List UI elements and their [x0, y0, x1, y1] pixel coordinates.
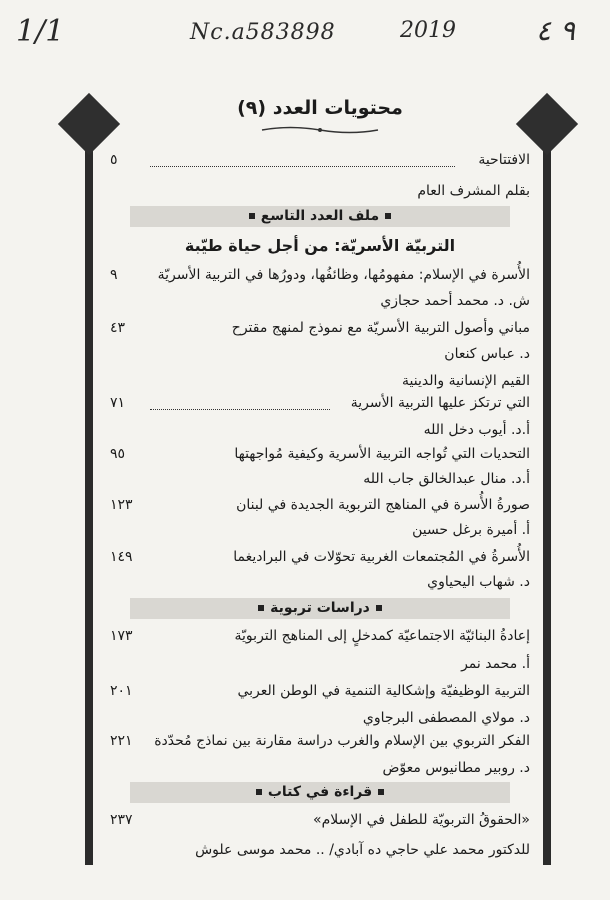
toc-entry-page: ٩٥ — [110, 446, 126, 462]
toc-entry-title: صورةُ الأُسرة في المناهج التربوية الجديدة في لبنان — [236, 497, 530, 513]
toc-entry[interactable] — [110, 446, 530, 462]
toc-entry[interactable] — [110, 683, 530, 699]
toc-entry-intro[interactable] — [110, 152, 530, 168]
toc-entry[interactable] — [110, 733, 530, 749]
section-banner — [130, 206, 510, 227]
toc-entry-author: د. شهاب اليحياوي — [427, 574, 530, 590]
dot-leader — [150, 409, 330, 410]
square-bullet-icon — [258, 605, 264, 611]
toc-entry-title: التحديات التي تُواجه التربية الأسرية وكيفية مُواجهتها — [234, 446, 530, 462]
toc-entry-author: أ.د. منال عبدالخالق جاب الله — [363, 471, 530, 487]
right-decorative-rail — [543, 110, 551, 865]
toc-entry-page: ٥ — [110, 152, 118, 168]
toc-entry-page: ٢٢١ — [110, 733, 133, 749]
dot-leader — [150, 166, 455, 167]
title-ornament — [260, 125, 380, 135]
toc-entry-page: ١٧٣ — [110, 628, 133, 644]
left-decorative-rail — [85, 110, 93, 865]
toc-entry-author: أ. محمد نمر — [461, 656, 530, 672]
toc-entry-title: التي ترتكز عليها التربية الأسرية — [350, 395, 530, 411]
section-banner — [130, 598, 510, 619]
toc-entry-author: للدكتور محمد علي حاجي ده آبادي/ .. محمد موسى علوش — [195, 842, 530, 858]
square-bullet-icon — [378, 789, 384, 795]
toc-entry-author: أ. أميرة برغل حسين — [412, 522, 530, 538]
section-banner-label: ملف العدد التاسع — [260, 208, 380, 224]
toc-entry-title: الفكر التربوي بين الإسلام والغرب دراسة مقارنة بين نماذج مُحدّدة — [154, 733, 530, 749]
page-title: محتويات العدد (٩) — [237, 97, 403, 119]
toc-entry-title: الأُسرةُ في المُجتمعات الغربية تحوّلات في البراديغما — [233, 549, 530, 565]
toc-entry-author: د. عباس كنعان — [444, 346, 530, 362]
handwritten-year: 2019 — [400, 18, 456, 43]
toc-entry[interactable] — [110, 320, 530, 336]
handwritten-page-number: ٩ ٤ — [536, 14, 575, 47]
square-bullet-icon — [385, 213, 391, 219]
section-banner-label: دراسات تربوية — [270, 600, 370, 616]
toc-entry-page: ١٢٣ — [110, 497, 133, 513]
toc-entry-title: الأُسرة في الإسلام: مفهومُها، وظائفُها، ودورُها في التربية الأسريّة — [157, 267, 530, 283]
toc-entry-page: ٢٠١ — [110, 683, 133, 699]
toc-entry-title: الافتتاحية — [478, 152, 530, 168]
toc-entry[interactable] — [110, 628, 530, 644]
section-banner-label: قراءة في كتاب — [267, 784, 373, 800]
square-bullet-icon — [376, 605, 382, 611]
square-bullet-icon — [256, 789, 262, 795]
toc-entry-author: ش. د. محمد أحمد حجازي — [380, 293, 530, 309]
toc-entry-author: أ.د. أيوب دخل الله — [423, 422, 530, 438]
toc-entry[interactable] — [110, 812, 530, 828]
toc-entry-author: د. مولاي المصطفى البرجاوي — [362, 710, 530, 726]
handwritten-code: Nc.a583898 — [190, 20, 336, 45]
toc-entry[interactable] — [110, 497, 530, 513]
toc-entry-title: إعادةُ البنائيّة الاجتماعيّة كمدخلٍ إلى المناهج التربويّة — [234, 628, 530, 644]
toc-entry[interactable] — [110, 267, 530, 283]
toc-entry-title: التربية الوظيفيّة وإشكالية التنمية في الوطن العربي — [237, 683, 530, 699]
toc-entry[interactable] — [110, 395, 530, 411]
handwritten-reference: 1/1 — [16, 14, 65, 49]
toc-entry-author: د. روبير مطانيوس معوّض — [382, 760, 530, 776]
toc-entry[interactable] — [110, 549, 530, 565]
toc-entry-title: «الحقوقُ التربويّة للطفل في الإسلام» — [313, 812, 530, 828]
toc-entry-page: ٩ — [110, 267, 118, 283]
toc-entry-page: ٤٣ — [110, 320, 126, 336]
toc-entry-author: بقلم المشرف العام — [417, 183, 530, 199]
toc-entry-page: ١٤٩ — [110, 549, 133, 565]
toc-entry-title: مباني وأصول التربية الأسريّة مع نموذج لمنهج مقترح — [231, 320, 530, 336]
toc-entry-page: ٢٣٧ — [110, 812, 133, 828]
section-banner — [130, 782, 510, 803]
section-subtitle: التربيّة الأسريّة: من أجل حياة طيّبة — [184, 236, 456, 255]
toc-entry-title-line1: القيم الإنسانية والدينية — [402, 373, 530, 389]
square-bullet-icon — [249, 213, 255, 219]
toc-entry-page: ٧١ — [110, 395, 126, 411]
